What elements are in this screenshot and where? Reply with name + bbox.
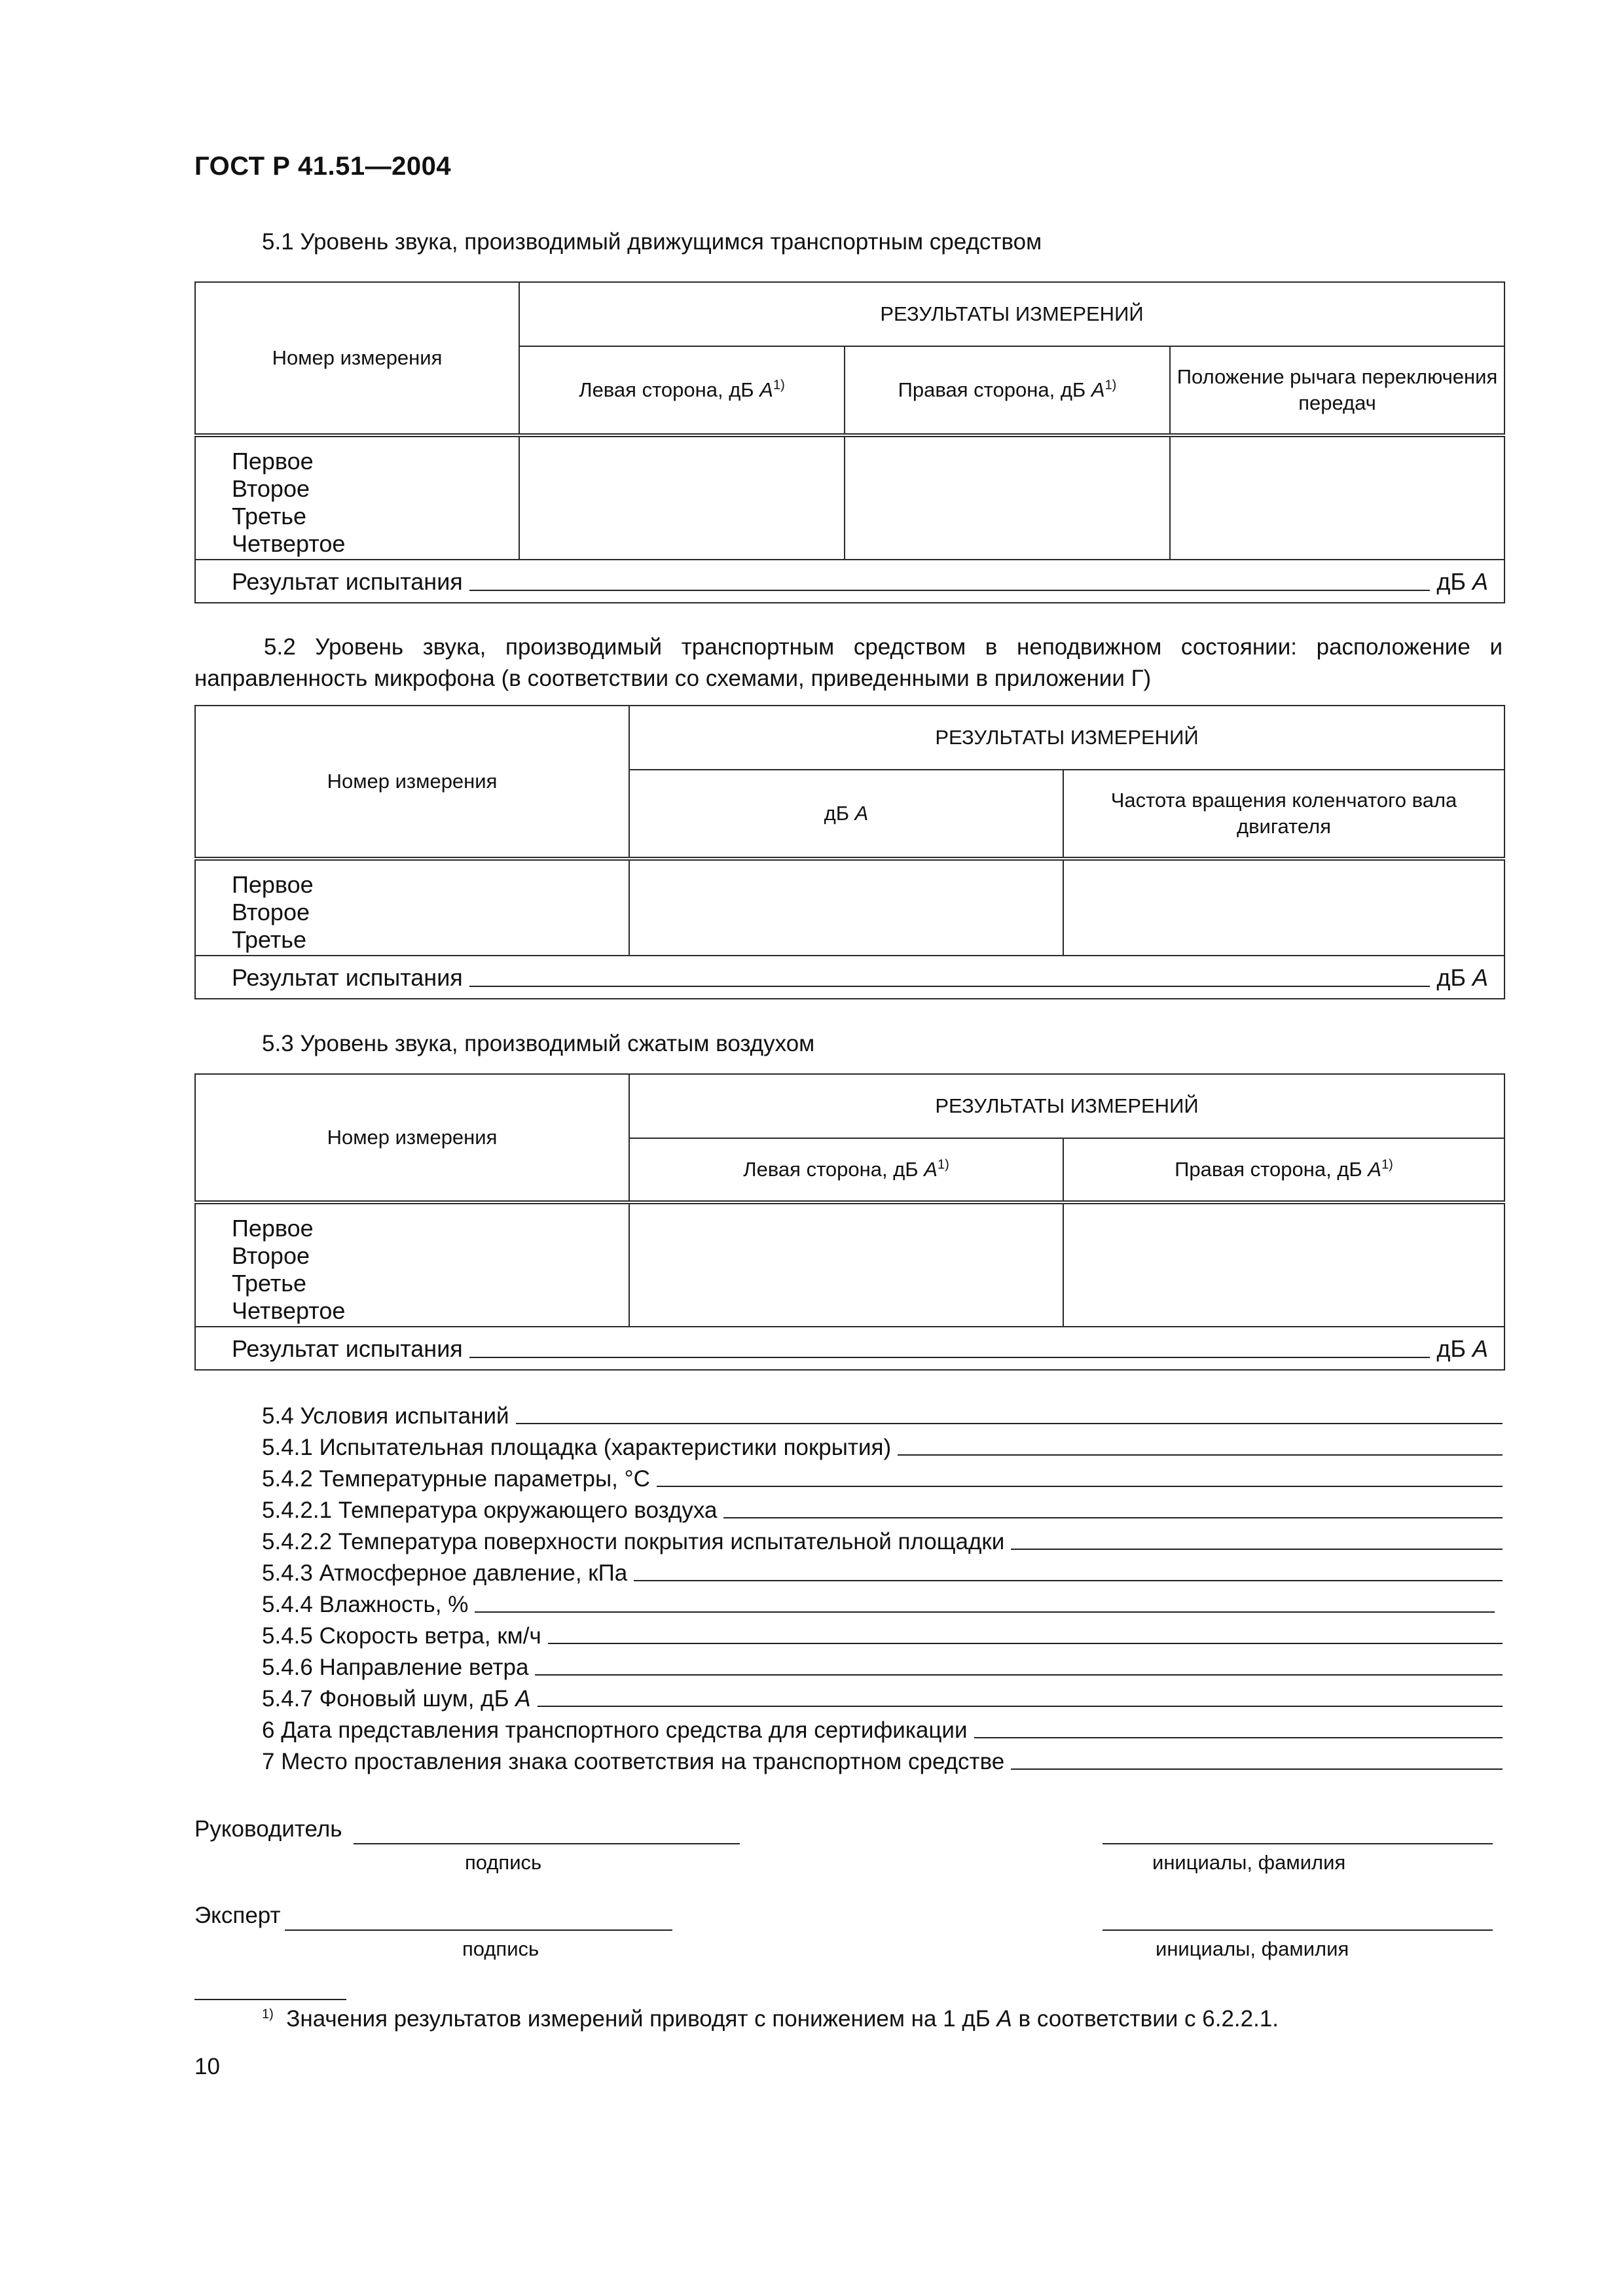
test-result-row	[195, 1327, 1504, 1370]
results-header: РЕЗУЛЬТАТЫ ИЗМЕРЕНИЙ	[629, 706, 1504, 770]
list-item: Первое	[232, 1215, 314, 1242]
section-5-1-caption: 5.1 Уровень звука, производимый движущимся транспортным средством	[262, 229, 1042, 255]
col-left-header: Левая сторона, дБ $A^{1)}$	[629, 1138, 1063, 1202]
list-item: Второе	[232, 899, 310, 925]
condition-input-line[interactable]	[1011, 1768, 1503, 1770]
section-5-3-caption: 5.3 Уровень звука, производимый сжатым воздухом	[262, 1031, 815, 1056]
condition-input-line[interactable]	[1011, 1549, 1503, 1550]
condition-input-line[interactable]	[634, 1580, 1503, 1581]
results-header: РЕЗУЛЬТАТЫ ИЗМЕРЕНИЙ	[629, 1074, 1504, 1138]
test-result-label: Результат испытания	[232, 1335, 463, 1362]
left-side-value-cell[interactable]	[629, 1202, 1063, 1327]
condition-input-line[interactable]	[535, 1674, 1503, 1676]
list-item: Третье	[232, 926, 307, 953]
test-result-unit: дБ A	[1436, 568, 1489, 595]
head-name-line[interactable]	[1103, 1843, 1493, 1844]
test-result-unit: дБ A	[1436, 1335, 1489, 1362]
gear-position-value-cell[interactable]	[1170, 435, 1504, 560]
col-right-header: Правая сторона, дБ $A^{1)}$	[1063, 1138, 1504, 1202]
measurement-names	[195, 1202, 629, 1327]
condition-row: 5.4.2.2 Температура поверхности покрытия испытательной площадки	[262, 1525, 1503, 1556]
page-number: 10	[194, 2054, 220, 2079]
list-item: Третье	[232, 1270, 307, 1297]
list-item: Четвертое	[232, 530, 346, 557]
condition-input-line[interactable]	[898, 1454, 1503, 1456]
list-item: Четвертое	[232, 1297, 346, 1324]
signature-caption: подпись	[465, 1851, 542, 1874]
signature-caption: подпись	[462, 1937, 539, 1960]
col-number-header: Номер измерения	[195, 1074, 629, 1202]
right-side-value-cell[interactable]	[1063, 1202, 1504, 1327]
col-number-header: Номер измерения	[195, 282, 519, 435]
test-conditions-list	[262, 1399, 1503, 1776]
test-result-row	[195, 560, 1504, 603]
left-side-value-cell[interactable]	[519, 435, 845, 560]
name-caption: инициалы, фамилия	[1152, 1851, 1346, 1874]
head-label: Руководитель	[194, 1816, 342, 1842]
list-item: Первое	[232, 448, 314, 475]
condition-row: 5.4.4 Влажность, %	[262, 1588, 1503, 1619]
condition-input-line[interactable]	[657, 1486, 1503, 1487]
head-signature-line[interactable]	[354, 1843, 740, 1844]
condition-input-line[interactable]	[974, 1737, 1503, 1738]
test-result-row	[195, 956, 1504, 999]
measurement-names	[195, 859, 629, 956]
right-side-value-cell[interactable]	[845, 435, 1170, 560]
list-item: Первое	[232, 871, 314, 898]
condition-row: 5.4.2 Температурные параметры, °С	[262, 1462, 1503, 1494]
condition-input-line[interactable]	[516, 1423, 1503, 1424]
expert-label: Эксперт	[194, 1903, 281, 1928]
rpm-value-cell[interactable]	[1063, 859, 1504, 956]
condition-input-line[interactable]	[723, 1517, 1503, 1518]
footnote: $^{1)}$ Значения результатов измерений приводят с понижением на 1 дБ A в соответствии с 6.2.2.1.	[262, 2006, 1279, 2032]
db-value-cell[interactable]	[629, 859, 1063, 956]
name-caption: инициалы, фамилия	[1156, 1937, 1349, 1960]
condition-row: 5.4.1 Испытательная площадка (характеристики покрытия)	[262, 1431, 1503, 1462]
condition-row: 5.4.6 Направление ветра	[262, 1651, 1503, 1682]
condition-row: 6 Дата представления транспортного средства для сертификации	[262, 1713, 1503, 1745]
results-header: РЕЗУЛЬТАТЫ ИЗМЕРЕНИЙ	[519, 282, 1504, 346]
col-gear-header: Положение рычага переключения передач	[1170, 346, 1504, 435]
condition-input-line[interactable]	[538, 1706, 1503, 1707]
table-5-2	[194, 705, 1505, 999]
col-db-header: дБ A	[629, 770, 1063, 859]
table-5-3	[194, 1073, 1505, 1371]
condition-row: 5.4.2.1 Температура окружающего воздуха	[262, 1494, 1503, 1525]
test-result-unit: дБ A	[1436, 964, 1489, 991]
col-number-header: Номер измерения	[195, 706, 629, 859]
col-right-header: Правая сторона, дБ $A^{1)}$	[845, 346, 1170, 435]
list-item: Третье	[232, 503, 307, 529]
col-rpm-header: Частота вращения коленчатого вала двигателя	[1063, 770, 1504, 859]
section-5-2-caption: 5.2 Уровень звука, производимый транспортным средством в неподвижном состоянии: расположение и направленность микрофона (в соответствии со схемами, приведенными в приложении Г)	[194, 634, 1503, 691]
test-result-field[interactable]	[469, 1357, 1431, 1358]
condition-row: 5.4.3 Атмосферное давление, кПа	[262, 1556, 1503, 1588]
expert-signature-line[interactable]	[285, 1929, 672, 1931]
test-result-field[interactable]	[469, 590, 1431, 591]
condition-row: 5.4.5 Скорость ветра, км/ч	[262, 1619, 1503, 1651]
condition-row: 7 Место проставления знака соответствия на транспортном средстве	[262, 1745, 1503, 1776]
footnote-mark: 1)	[262, 2007, 274, 2022]
condition-row: 5.4.7 Фоновый шум, дБ A	[262, 1682, 1503, 1713]
document-header: ГОСТ Р 41.51—2004	[194, 152, 452, 181]
list-item: Второе	[232, 475, 310, 502]
footnote-separator	[194, 1999, 346, 2000]
condition-input-line[interactable]	[475, 1611, 1495, 1613]
condition-row: 5.4 Условия испытаний	[262, 1399, 1503, 1431]
col-left-header: Левая сторона, дБ $A^{1)}$	[519, 346, 845, 435]
condition-input-line[interactable]	[548, 1643, 1503, 1644]
measurement-names	[195, 435, 519, 560]
test-result-field[interactable]	[469, 986, 1431, 987]
test-result-label: Результат испытания	[232, 964, 463, 991]
list-item: Второе	[232, 1242, 310, 1269]
expert-name-line[interactable]	[1103, 1929, 1493, 1931]
table-5-1	[194, 281, 1505, 603]
test-result-label: Результат испытания	[232, 568, 463, 595]
